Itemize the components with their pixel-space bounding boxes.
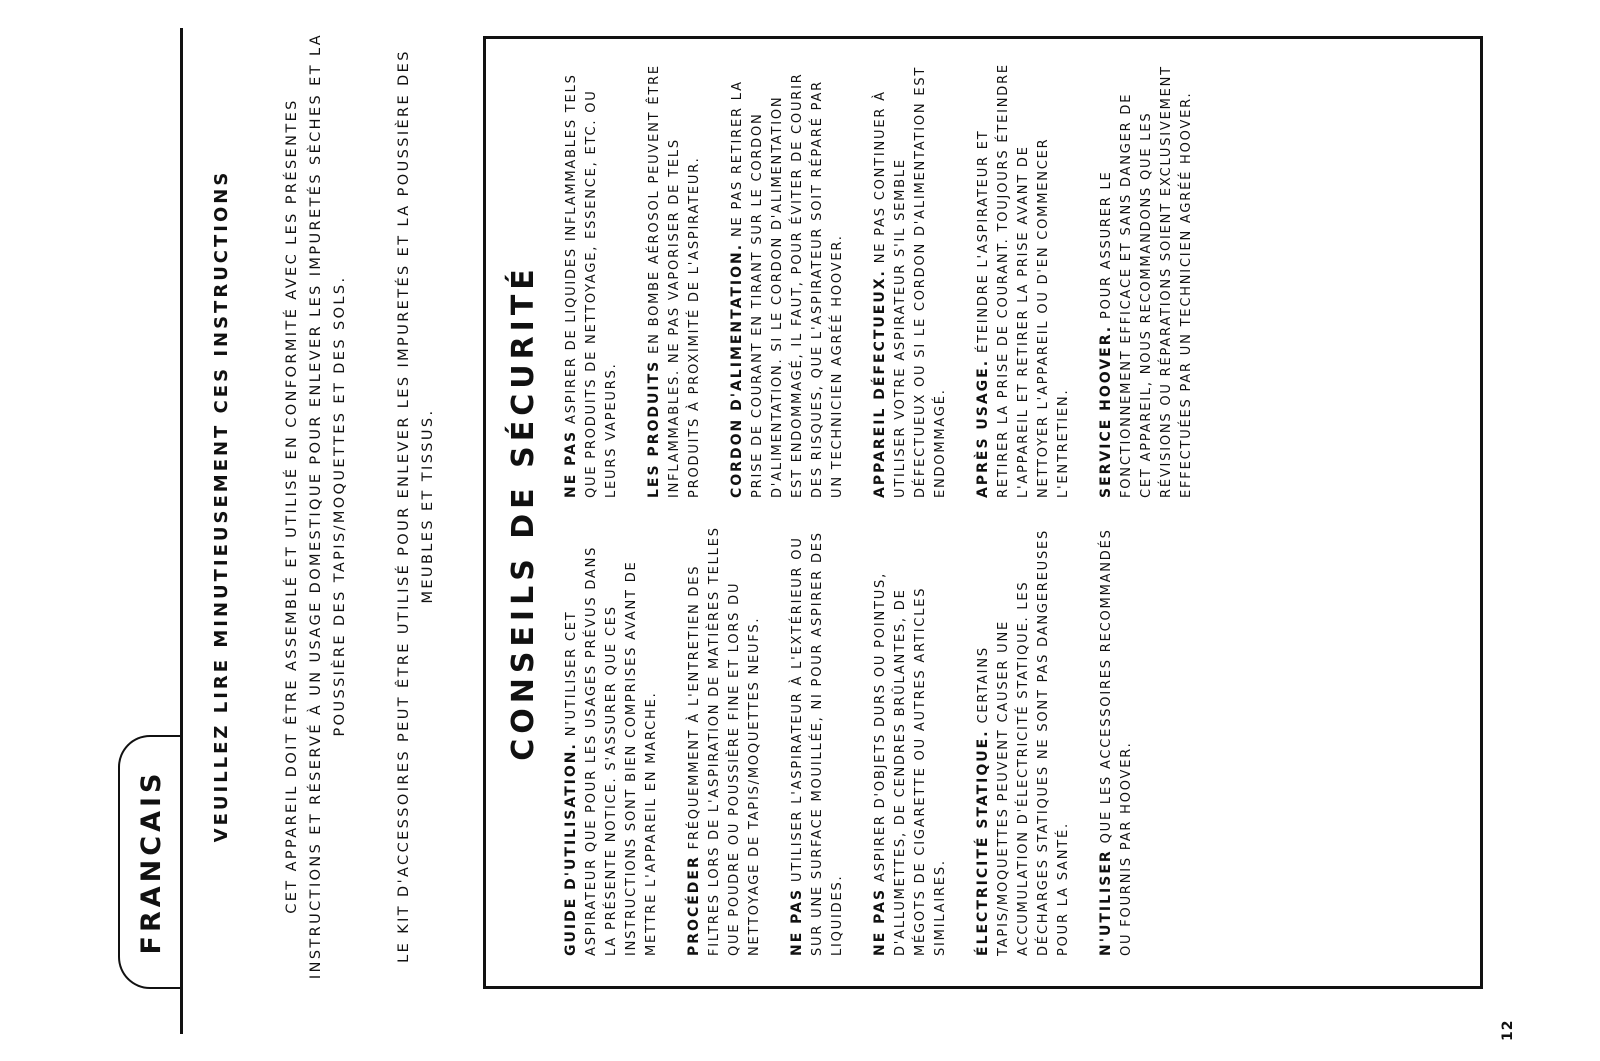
safety-item xyxy=(787,521,848,956)
safety-item-text: NE PAS RETIRER LA PRISE DE COURANT EN TIRANT SUR LE CORDON D'ALIMENTATION. SI LE CORDON D'ALIMENTATION EST ENDOMMAGÉ, IL FAUT, POUR ÉVITER DE COURIR DES RISQUES, QUE L'ASPIRATEUR SOIT RÉPARÉ PAR UN TECHNICIEN AGRÉÉ HOOVER. xyxy=(730,72,845,498)
safety-item xyxy=(870,521,951,956)
safety-item-key: APPAREIL DÉFECTUEUX. xyxy=(872,269,888,498)
safety-column-right xyxy=(561,63,1219,498)
safety-item xyxy=(727,63,848,498)
safety-item xyxy=(973,63,1074,498)
safety-item-text: CERTAINS TAPIS/MOQUETTES PEUVENT CAUSER UNE ACCUMULATION D'ÉLECTRICITÉ STATIQUE. LES DÉCHARGES STATIQUES NE SONT PAS DANGEREUSES POUR LA SANTÉ. xyxy=(976,528,1071,956)
safety-box xyxy=(483,36,1483,989)
safety-item-key: PROCÉDER xyxy=(686,855,702,956)
safety-item-text: QUE LES ACCESSOIRES RECOMMANDÉS OU FOURNIS PAR HOOVER. xyxy=(1099,528,1134,956)
safety-item-key: NE PAS xyxy=(789,887,805,956)
safety-item-key: NE PAS xyxy=(563,429,579,498)
safety-item-key: NE PAS xyxy=(872,887,888,956)
page-heading: VEUILLEZ LIRE MINUTIEUSEMENT CES INSTRUCTIONS xyxy=(211,169,232,843)
page-number: 12 xyxy=(1500,1019,1516,1041)
safety-item xyxy=(1096,521,1137,956)
safety-item-text: POUR ASSURER LE FONCTIONNEMENT EFFICACE ET SANS DANGER DE CET APPAREIL, NOUS RECOMMANDONS QUE LES RÉVISIONS OU RÉPARATIONS SOIENT EXCLUSIVEMENT EFFECTUÉES PAR UN TECHNICIEN AGRÉÉ HOOVER. xyxy=(1099,65,1194,498)
safety-item-text: ÉTEINDRE L'ASPIRATEUR ET RETIRER LA PRISE DE COURANT. TOUJOURS ÉTEINDRE L'APPAREIL ET RETIRER LA PRISE AVANT DE NETTOYER L'APPAREIL OU D'EN COMMENCER L'ENTRETIEN. xyxy=(976,63,1071,498)
safety-item xyxy=(1096,63,1197,498)
safety-item-text: NE PAS CONTINUER À UTILISER VOTRE ASPIRATEUR S'IL SEMBLE DÉFECTUEUX OU SI LE CORDON D'ALIMENTATION EST ENDOMMAGÉ. xyxy=(873,65,948,498)
intro-paragraph-2: LE KIT D'ACCESSOIRES PEUT ÊTRE UTILISÉ POUR ENLEVER LES IMPURETÉS ET LA POUSSIÈRE DES MEUBLES ET TISSUS. xyxy=(396,49,436,963)
safety-item-key: N'UTILISER xyxy=(1098,849,1114,956)
safety-item-key: ÉLECTRICITÉ STATIQUE. xyxy=(975,729,991,956)
safety-item xyxy=(561,521,662,956)
safety-item xyxy=(684,521,765,956)
safety-item-key: CORDON D'ALIMENTATION. xyxy=(729,242,745,498)
safety-item-text: FRÉQUEMMENT À L'ENTRETIEN DES FILTRES LORS DE L'ASPIRATION DE MATIÈRES TELLES QUE POUDRE OU POUSSIÈRE FINE ET LORS DU NETTOYAGE DE TAPIS/MOQUETTES NEUFS. xyxy=(687,526,762,956)
safety-item-text: EN BOMBE AÉROSOL PEUVENT ÊTRE INFLAMMABLES. NE PAS VAPORISER DE TELS PRODUITS À PROXIMITÉ DE L'ASPIRATEUR. xyxy=(647,64,702,498)
safety-item-text: UTILISER L'ASPIRATEUR À L'EXTÉRIEUR OU SUR UNE SURFACE MOUILLÉE, NI POUR ASPIRER DES LIQUIDES. xyxy=(790,531,845,956)
safety-item xyxy=(973,521,1074,956)
safety-item-text: ASPIRER DE LIQUIDES INFLAMMABLES TELS QUE PRODUITS DE NETTOYAGE, ESSENCE, ETC. OU LEURS VAPEURS. xyxy=(564,73,619,498)
safety-item-key: LES PRODUITS xyxy=(646,359,662,498)
intro-paragraph-1: CET APPAREIL DOIT ÊTRE ASSEMBLÉ ET UTILISÉ EN CONFORMITÉ AVEC LES PRÉSENTES INSTRUCTIONS ET RÉSERVÉ À UN USAGE DOMESTIQUE POUR ENLEVER LES IMPURETÉS SÈCHES ET LA POUSSIÈRE DES TAPIS/MOQUETTES ET DES SOLS. xyxy=(284,32,348,980)
safety-title: CONSEILS DE SÉCURITÉ xyxy=(506,264,541,761)
safety-column-left xyxy=(561,521,1159,956)
language-tab: FRANCAIS xyxy=(118,735,182,989)
safety-item xyxy=(561,63,622,498)
safety-item xyxy=(870,63,951,498)
safety-item-text: N'UTILISER CET ASPIRATEUR QUE POUR LES USAGES PRÉVUS DANS LA PRÉSENTE NOTICE. S'ASSURER QUE CES INSTRUCTIONS SONT BIEN COMPRISES AVANT DE METTRE L'APPAREIL EN MARCHE. xyxy=(564,545,659,956)
safety-item-key: APRÈS USAGE. xyxy=(975,358,991,498)
safety-item-key: SERVICE HOOVER. xyxy=(1098,324,1114,498)
safety-item xyxy=(644,63,705,498)
safety-item-key: GUIDE D'UTILISATION. xyxy=(563,742,579,956)
safety-item-text: ASPIRER D'OBJETS DURS OU POINTUS, D'ALLUMETTES, DE CENDRES BRÛLANTES, DE MÉGOTS DE CIGARETTE OU AUTRES ARTICLES SIMILAIRES. xyxy=(873,571,948,956)
